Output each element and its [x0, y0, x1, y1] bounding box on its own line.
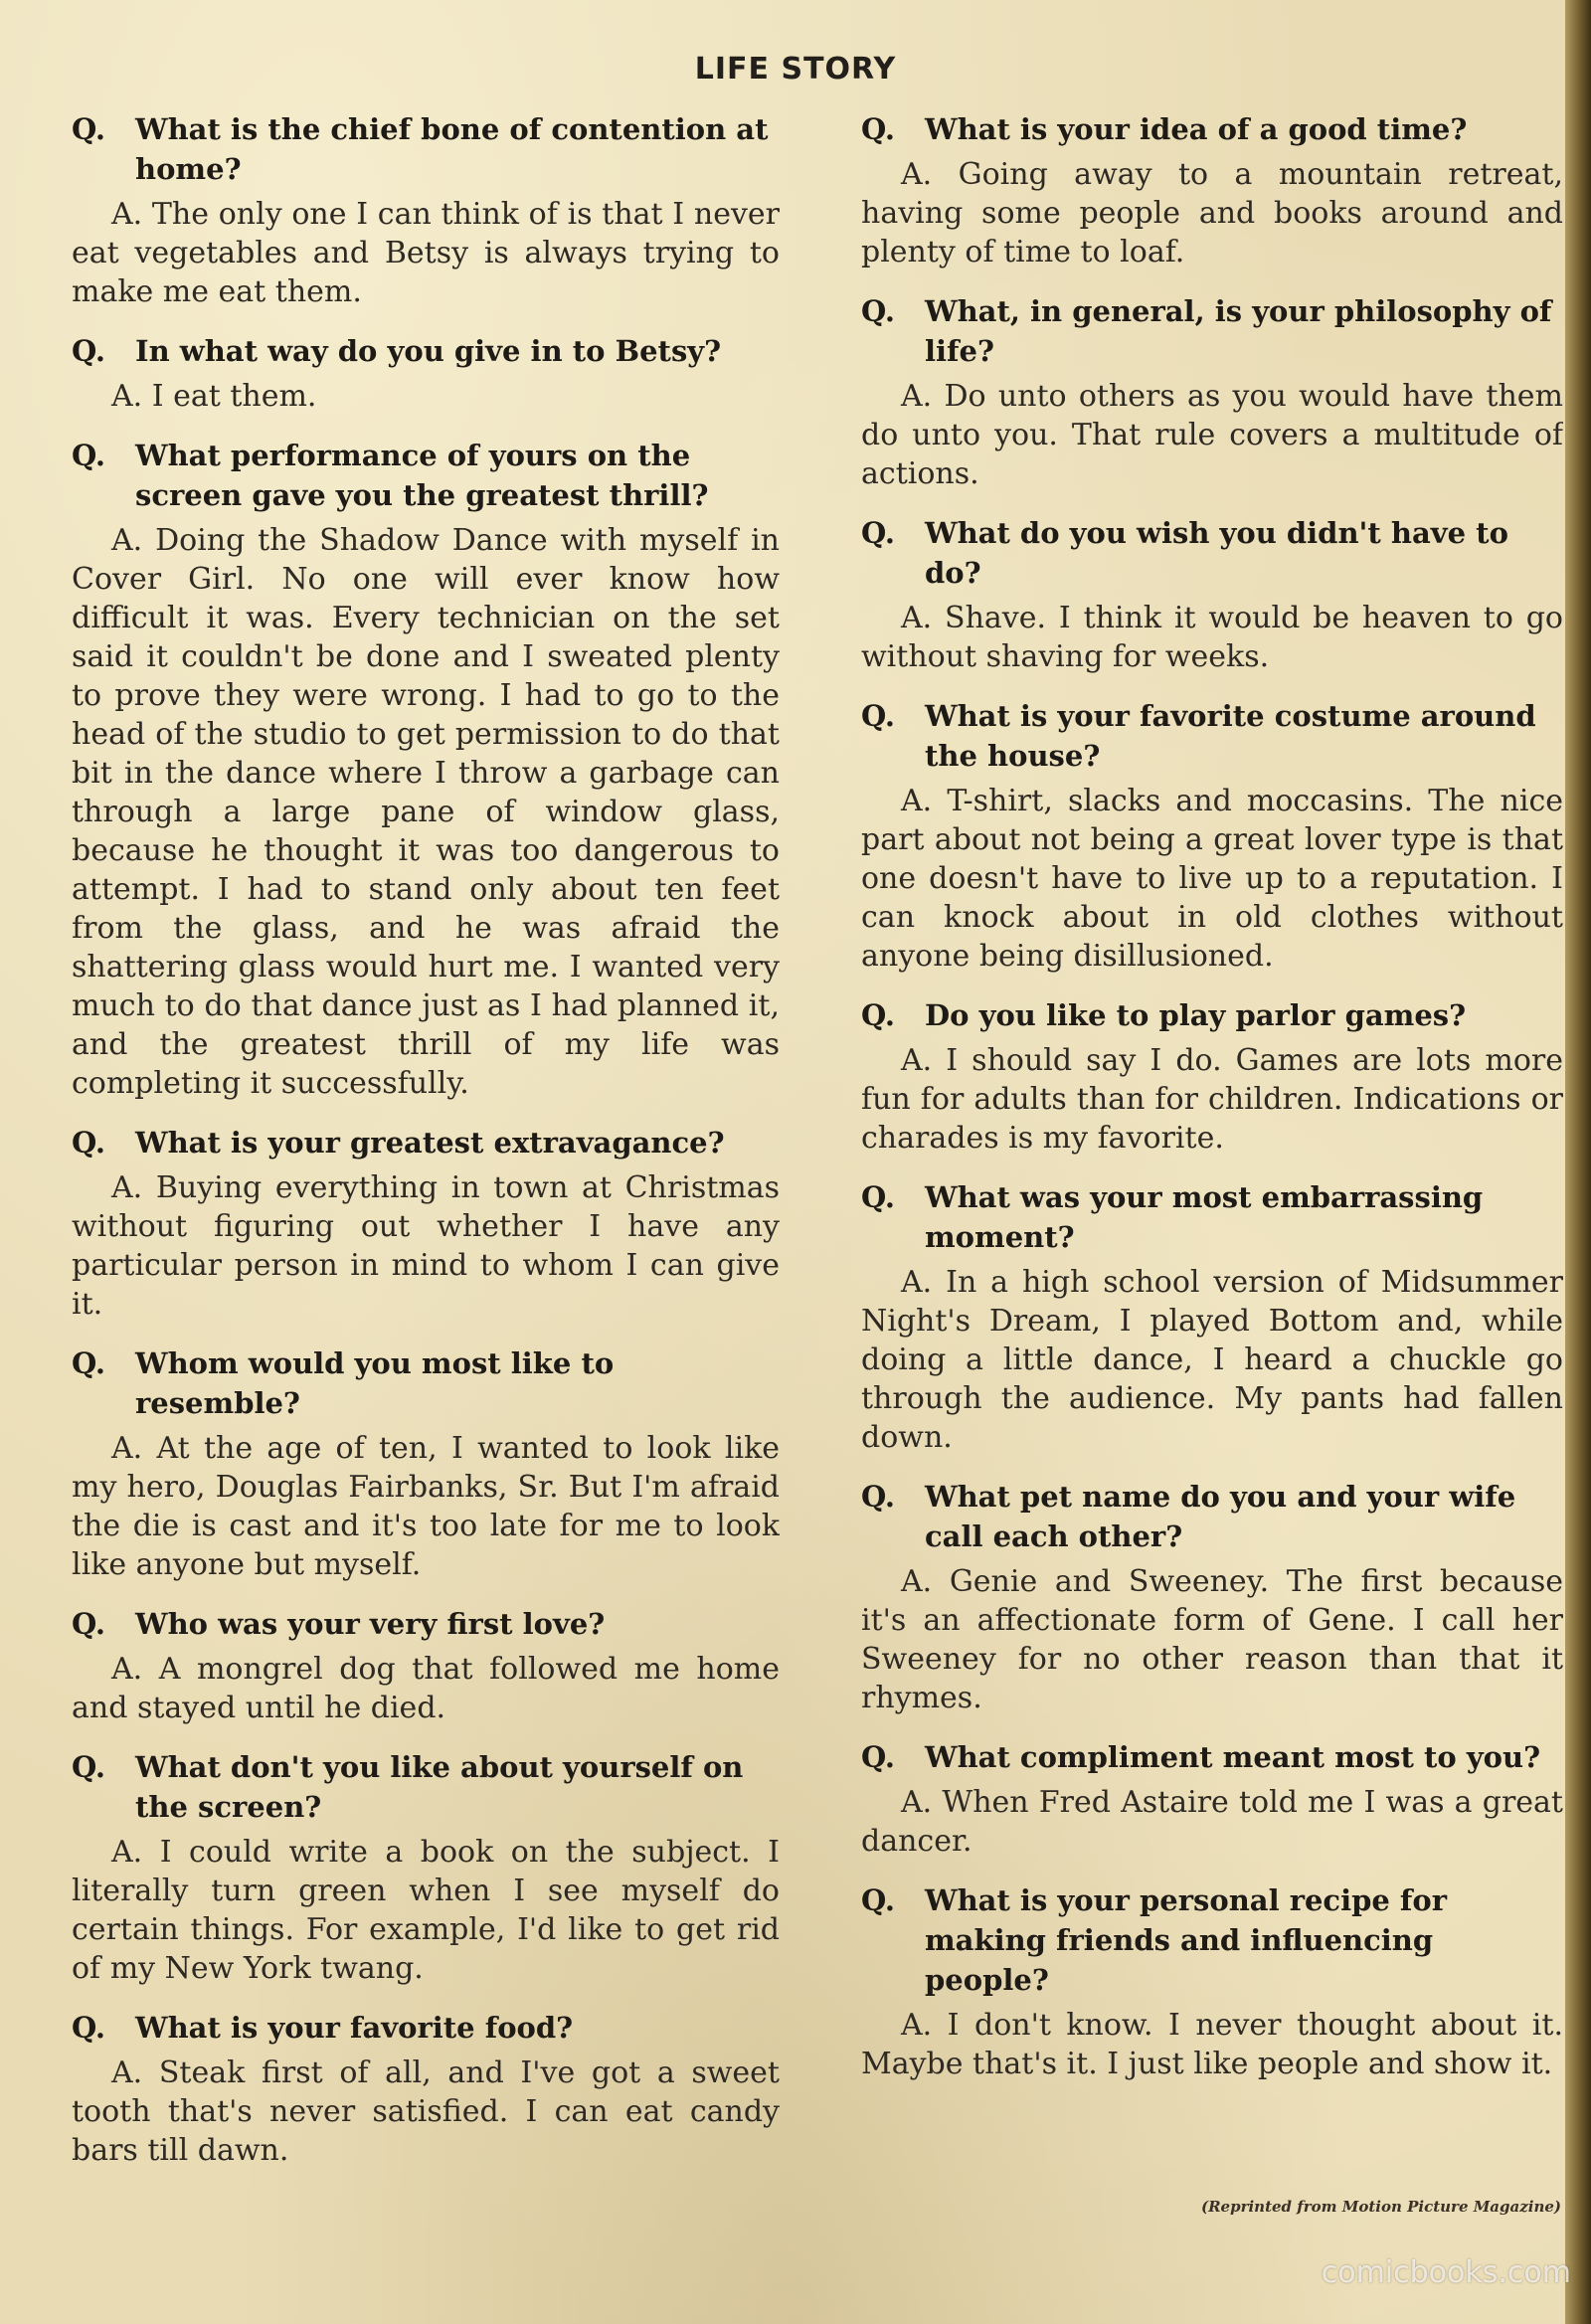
question-text: What is the chief bone of contention at home? — [135, 112, 769, 186]
question-text: What compliment meant most to you? — [925, 1740, 1541, 1774]
question — [72, 1604, 780, 1644]
answer: A. I don't know. I never thought about it. Maybe that's it. I just like people and show it. — [861, 2008, 1563, 2081]
answer: A. I could write a book on the subject. I literally turn green when I see myself do certain things. For example, I'd like to get rid of my New York twang. — [72, 1835, 780, 1986]
left-column — [72, 109, 780, 2188]
question — [72, 1123, 780, 1162]
qa-item — [861, 995, 1563, 1158]
question — [72, 109, 780, 189]
question — [861, 1177, 1563, 1257]
answer: A. Going away to a mountain retreat, having some people and books around and plenty of time to loaf. — [861, 157, 1563, 269]
answer: A. The only one I can think of is that I never eat vegetables and Betsy is always trying to make me eat them. — [72, 197, 780, 309]
qa-item — [72, 1747, 780, 1988]
qa-item — [72, 1123, 780, 1324]
answer: A. When Fred Astaire told me I was a great dancer. — [861, 1785, 1563, 1859]
question — [861, 1880, 1563, 2000]
question-text: What, in general, is your philosophy of life? — [925, 294, 1552, 368]
q-label: Q. — [861, 1180, 895, 1214]
q-label: Q. — [72, 1750, 105, 1784]
qa-item — [861, 1737, 1563, 1861]
q-label: Q. — [861, 112, 895, 146]
q-label: Q. — [72, 112, 105, 146]
qa-item — [72, 1604, 780, 1727]
q-label: Q. — [861, 699, 895, 733]
qa-item — [72, 1343, 780, 1584]
watermark: comicbooks.com — [1321, 2255, 1571, 2290]
q-label: Q. — [861, 516, 895, 550]
answer: A. Buying everything in town at Christmas without figuring out whether I have any particular person in mind to whom I can give it. — [72, 1170, 780, 1322]
qa-item — [861, 696, 1563, 976]
reprint-credit: (Reprinted from Motion Picture Magazine) — [1200, 2198, 1561, 2216]
question — [861, 995, 1563, 1035]
answer: A. Doing the Shadow Dance with myself in Cover Girl. No one will ever know how difficult it was. Every technician on the set said it couldn't be done and I sweated plenty to prove they were wrong. I had to go to the head of the studio to get permission to do that bit in the dance where I throw a garbage can through a large pane of window glass, because he thought it was too dangerous to attempt. I had to stand only about ten feet from the glass, and he was afraid the shattering glass would hurt me. I wanted very much to do that dance just as I had planned it, and the greatest thrill of my life was completing it successfully. — [72, 523, 780, 1101]
qa-item — [861, 109, 1563, 271]
question-text: Do you like to play parlor games? — [925, 998, 1467, 1032]
question — [72, 2008, 780, 2048]
answer: A. A mongrel dog that followed me home and stayed until he died. — [72, 1652, 780, 1725]
qa-item — [72, 109, 780, 311]
q-label: Q. — [861, 1740, 895, 1774]
question — [72, 331, 780, 371]
question — [861, 696, 1563, 776]
answer: A. I eat them. — [111, 379, 317, 414]
page-title: LIFE STORY — [694, 52, 897, 87]
question — [861, 1737, 1563, 1777]
question — [861, 109, 1563, 149]
q-label: Q. — [861, 1480, 895, 1514]
answer: A. Steak first of all, and I've got a sweet tooth that's never satisfied. I can eat candy bars till dawn. — [72, 2056, 780, 2168]
question-text: What do you wish you didn't have to do? — [925, 516, 1508, 590]
qa-item — [861, 513, 1563, 676]
qa-item — [861, 1477, 1563, 1717]
q-label: Q. — [72, 1126, 105, 1160]
qa-item — [861, 1880, 1563, 2083]
answer: A. Shave. I think it would be heaven to go without shaving for weeks. — [861, 601, 1563, 674]
qa-item — [72, 331, 780, 416]
question-text: What is your personal recipe for making friends and influencing people? — [925, 1883, 1448, 1997]
question — [72, 1343, 780, 1423]
right-column — [861, 109, 1563, 2188]
question-text: What don't you like about yourself on the screen? — [135, 1750, 744, 1824]
question-text: What was your most embarrassing moment? — [925, 1180, 1484, 1254]
question — [861, 291, 1563, 371]
question-text: What performance of yours on the screen gave you the greatest thrill? — [135, 439, 709, 512]
question-text: Whom would you most like to resemble? — [135, 1346, 615, 1420]
answer: A. I should say I do. Games are lots more fun for adults than for children. Indications or charades is my favorite. — [861, 1043, 1563, 1156]
qa-item — [861, 291, 1563, 493]
question — [861, 1477, 1563, 1556]
qa-item — [72, 2008, 780, 2170]
question — [72, 436, 780, 515]
question-text: What is your greatest extravagance? — [135, 1126, 725, 1160]
question — [72, 1747, 780, 1827]
q-label: Q. — [72, 1607, 105, 1641]
q-label: Q. — [861, 1883, 895, 1917]
question-text: What is your favorite costume around the house? — [925, 699, 1536, 773]
q-label: Q. — [861, 998, 895, 1032]
answer: A. In a high school version of Midsummer Night's Dream, I played Bottom and, while doing a little dance, I heard a chuckle go through the audience. My pants had fallen down. — [861, 1265, 1563, 1455]
q-label: Q. — [72, 334, 105, 368]
question-text: What pet name do you and your wife call each other? — [925, 1480, 1516, 1553]
question-text: In what way do you give in to Betsy? — [135, 334, 722, 368]
q-label: Q. — [72, 439, 105, 472]
answer: A. At the age of ten, I wanted to look like my hero, Douglas Fairbanks, Sr. But I'm afraid the die is cast and it's too late for me to look like anyone but myself. — [72, 1431, 780, 1582]
q-label: Q. — [72, 2011, 105, 2045]
q-label: Q. — [72, 1346, 105, 1380]
qa-item — [72, 436, 780, 1103]
question-text: What is your favorite food? — [135, 2011, 574, 2045]
answer: A. T-shirt, slacks and moccasins. The nice part about not being a great lover type is that one doesn't have to live up to a reputation. I can knock about in old clothes without anyone being disillusioned. — [861, 784, 1563, 974]
answer: A. Do unto others as you would have them do unto you. That rule covers a multitude of actions. — [861, 379, 1563, 491]
question-text: What is your idea of a good time? — [925, 112, 1468, 146]
page-edge-shadow — [1565, 0, 1591, 2324]
question-text: Who was your very first love? — [135, 1607, 606, 1641]
answer: A. Genie and Sweeney. The first because it's an affectionate form of Gene. I call her Sweeney for no other reason than that it rhymes. — [861, 1564, 1563, 1715]
q-label: Q. — [861, 294, 895, 328]
question — [861, 513, 1563, 593]
qa-item — [861, 1177, 1563, 1457]
